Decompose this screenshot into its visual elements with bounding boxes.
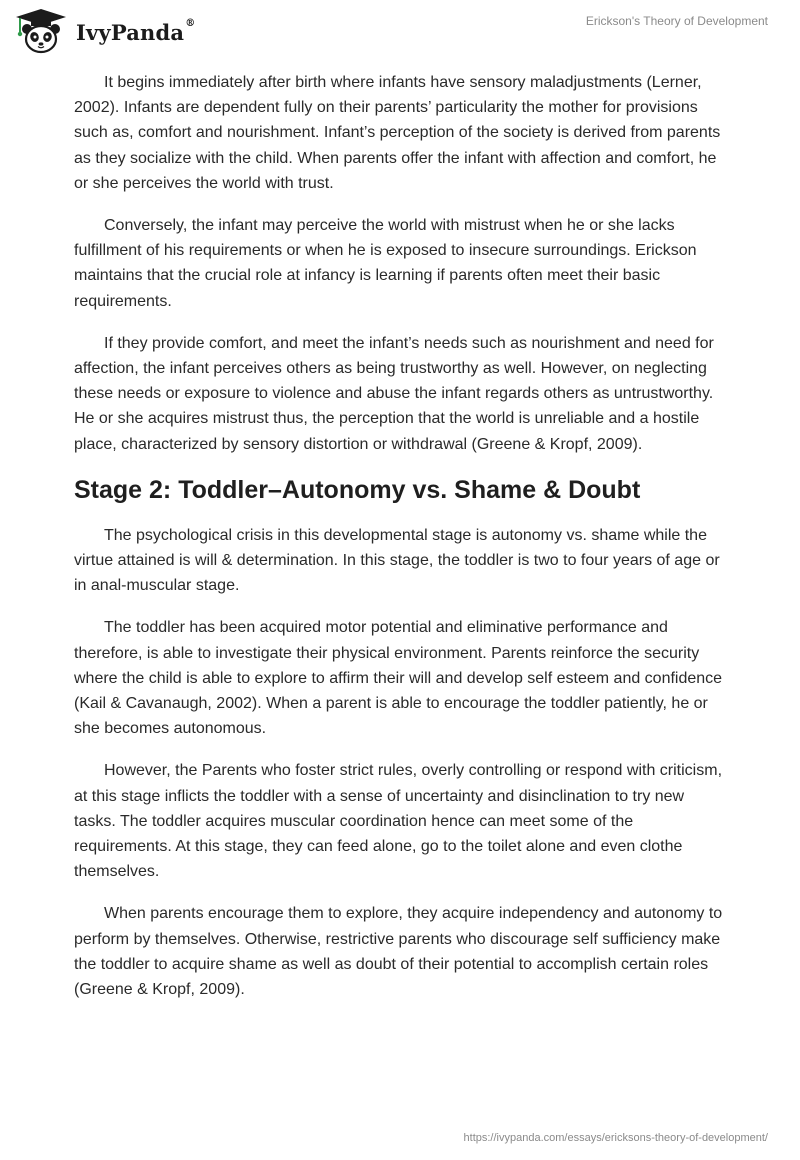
source-url[interactable]: https://ivypanda.com/essays/ericksons-theory-of-development/	[463, 1132, 768, 1144]
page-header	[0, 0, 800, 60]
panda-graduation-cap-icon	[14, 7, 68, 55]
essay-body	[74, 70, 726, 1019]
paragraph: It begins immediately after birth where infants have sensory maladjustments (Lerner, 2002). Infants are dependent fully on their parents’ particularity the mother for provisions such as, comfort and nourishment. Infant’s perception of the society is derived from parents as they socialize with the child. When parents offer the infant with affection and comfort, he or she perceives the world with trust.	[74, 74, 721, 192]
registered-mark: ®	[185, 17, 196, 29]
paragraph: Conversely, the infant may perceive the world with mistrust when he or she lacks fulfillment of his requirements or when he is exposed to insecure surroundings. Erickson maintains that the crucial role at infancy is learning if parents often meet their basic requirements.	[74, 217, 697, 310]
paragraph: If they provide comfort, and meet the infant’s needs such as nourishment and need for affection, the infant perceives others as being trustworthy as well. However, on neglecting these needs or exposure to violence and abuse the infant regards others as untrustworthy. He or she acquires mistrust thus, the perception that the world is unreliable and a hostile place, characterized by sensory distortion or withdrawal (Greene & Kropf, 2009).	[74, 334, 714, 453]
ivypanda-logo[interactable]	[14, 7, 195, 55]
brand-name: IvyPanda®	[76, 17, 196, 45]
paragraph: The toddler has been acquired motor potential and eliminative performance and therefore, is able to investigate their physical environment. Parents reinforce the security where the child is able to explore to affirm their will and develop self esteem and confidence (Kail & Cavanaugh, 2002). When a parent is able to encourage the toddler patiently, he or she becomes autonomous.	[74, 619, 723, 738]
paragraph: The psychological crisis in this developmental stage is autonomy vs. shame while the virtue attained is will & determination. In this stage, the toddler is two to four years of age or in anal-muscular stage.	[74, 526, 720, 595]
paragraph: However, the Parents who foster strict rules, overly controlling or respond with criticism, at this stage inflicts the toddler with a sense of uncertainty and disinclination to try new tasks. The toddler acquires muscular coordination hence can meet some of the requirements. At this stage, they can feed alone, go to the toilet alone and even clothe themselves.	[74, 762, 723, 881]
paragraph: When parents encourage them to explore, they acquire independency and autonomy to perform by themselves. Otherwise, restrictive parents who discourage self sufficiency make the toddler to acquire shame as well as doubt of their potential to accomplish certain roles (Greene & Kropf, 2009).	[74, 905, 723, 999]
document-title: Erickson's Theory of Development	[585, 14, 768, 28]
section-heading: Stage 2: Toddler–Autonomy vs. Shame & Doubt	[74, 475, 641, 504]
